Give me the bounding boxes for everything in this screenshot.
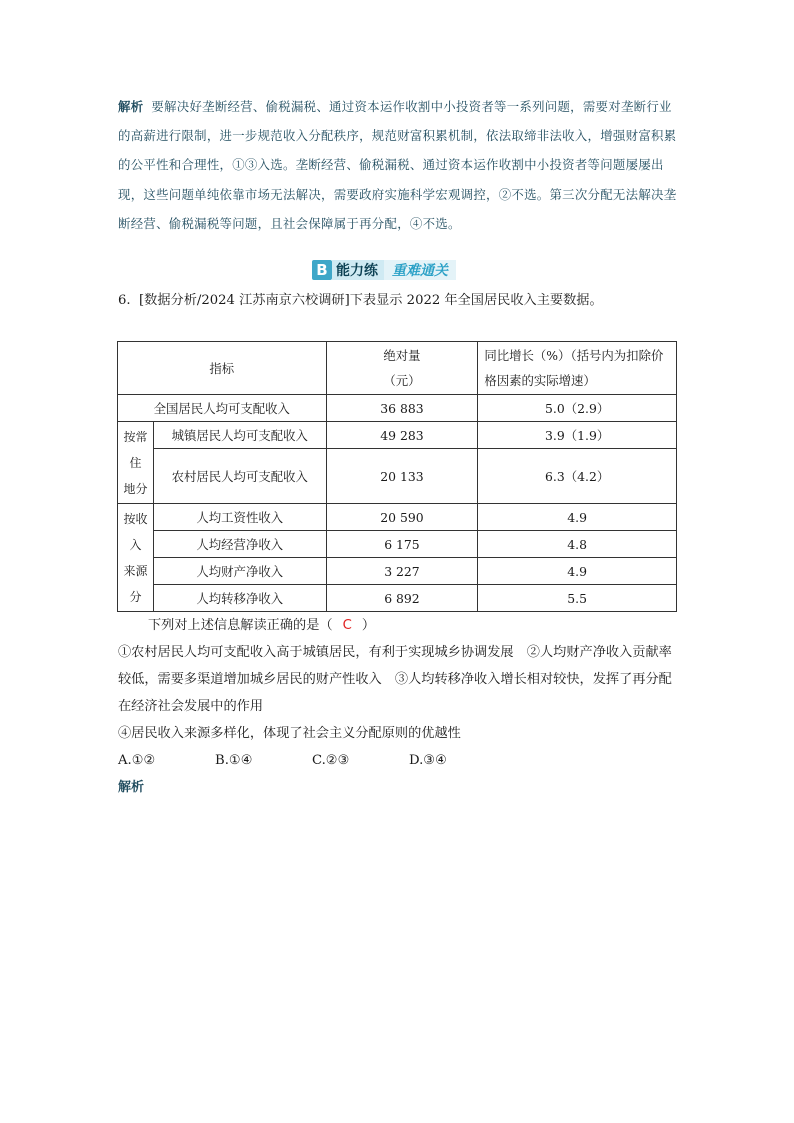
- choice-a[interactable]: A.①②: [118, 753, 156, 768]
- row-value: 20 133: [326, 449, 478, 504]
- question-text: 下表显示 2022 年全国居民收入主要数据。: [349, 293, 603, 308]
- answer-explanation-label: 解析: [118, 780, 145, 795]
- row-growth: 4.8: [478, 531, 677, 558]
- table-header-row: [118, 342, 677, 395]
- row-value: 3 227: [326, 558, 478, 585]
- explanation-label: 解析: [118, 99, 144, 114]
- choice-c[interactable]: C.②③: [312, 753, 350, 768]
- table-row: [118, 422, 677, 449]
- header-absolute-label: 绝对量: [383, 348, 421, 363]
- table-row: [118, 531, 677, 558]
- header-absolute: [326, 342, 478, 395]
- question-options: [118, 612, 680, 774]
- table-row: [118, 449, 677, 504]
- row-growth: 6.3（4.2）: [478, 449, 677, 504]
- header-unit: （元）: [383, 373, 421, 388]
- header-indicator: 指标: [118, 342, 327, 395]
- group-text: 地分: [123, 481, 148, 496]
- stem-close: ）: [361, 618, 376, 633]
- answer-mark: C: [342, 618, 352, 633]
- options-123: ①农村居民人均可支配收入高于城镇居民，有利于实现城乡协调发展 ②人均财产净收入贡献率较低，需要多渠道增加城乡居民的财产性收入 ③人均转移净收入增长相对较快，发挥了再分配在经济社会发展中的作用: [118, 645, 672, 714]
- question-line: [118, 289, 603, 308]
- group-text: 来源: [123, 563, 148, 578]
- explanation-text: 要解决好垄断经营、偷税漏税、通过资本运作收割中小投资者等一系列问题，需要对垄断行业的高薪进行限制，进一步规范收入分配秩序，规范财富积累机制，依法取缔非法收入，增强财富积累的公平性和合理性，①③入选。垄断经营、偷税漏税、通过资本运作收割中小投资者等问题屡屡出现，这些问题单纯依靠市场无法解决，需要政府实施科学宏观调控，②不选。第三次分配无法解决垄断经营、偷税漏税等问题，且社会保障属于再分配，④不选。: [118, 99, 677, 231]
- group-text: 按常: [123, 429, 148, 444]
- question-source: [数据分析/2024 江苏南京六校调研]: [138, 293, 350, 308]
- group-text: 按收: [123, 511, 148, 526]
- row-value: 20 590: [326, 504, 478, 531]
- choice-d[interactable]: D.③④: [409, 753, 447, 768]
- row-value: 6 175: [326, 531, 478, 558]
- table-row: [118, 504, 677, 531]
- row-label: 人均工资性收入: [153, 504, 326, 531]
- row-label: 全国居民人均可支配收入: [118, 395, 327, 422]
- row-value: 49 283: [326, 422, 478, 449]
- row-label: 人均财产净收入: [153, 558, 326, 585]
- explanation-paragraph: [118, 92, 678, 238]
- choice-row: [118, 747, 680, 774]
- group-residence-label: [118, 422, 154, 504]
- row-growth: 5.5: [478, 585, 677, 612]
- option-4: ④居民收入来源多样化，体现了社会主义分配原则的优越性: [118, 726, 461, 741]
- group-source-label: [118, 504, 154, 612]
- group-text: 分: [129, 589, 142, 604]
- question-number: 6.: [118, 293, 131, 308]
- banner-title: 能力练: [332, 260, 384, 280]
- choice-b[interactable]: B.①④: [215, 753, 253, 768]
- group-text: 住: [129, 455, 142, 470]
- table-row: [118, 558, 677, 585]
- header-growth: 同比增长（%）（括号内为扣除价格因素的实际增速）: [478, 342, 677, 395]
- row-label: 人均经营净收入: [153, 531, 326, 558]
- row-growth: 5.0（2.9）: [478, 395, 677, 422]
- income-table: [117, 341, 677, 612]
- table-row: [118, 395, 677, 422]
- table-row: [118, 585, 677, 612]
- row-growth: 4.9: [478, 558, 677, 585]
- row-growth: 4.9: [478, 504, 677, 531]
- row-label: 人均转移净收入: [153, 585, 326, 612]
- row-growth: 3.9（1.9）: [478, 422, 677, 449]
- row-value: 6 892: [326, 585, 478, 612]
- section-banner: [312, 259, 484, 281]
- row-value: 36 883: [326, 395, 478, 422]
- row-label: 农村居民人均可支配收入: [153, 449, 326, 504]
- row-label: 城镇居民人均可支配收入: [153, 422, 326, 449]
- question-stem: [118, 612, 680, 639]
- stem-text: 下列对上述信息解读正确的是（: [148, 618, 333, 633]
- group-text: 入: [129, 537, 142, 552]
- banner-subtitle: 重难通关: [384, 260, 456, 280]
- banner-letter-icon: B: [312, 260, 332, 280]
